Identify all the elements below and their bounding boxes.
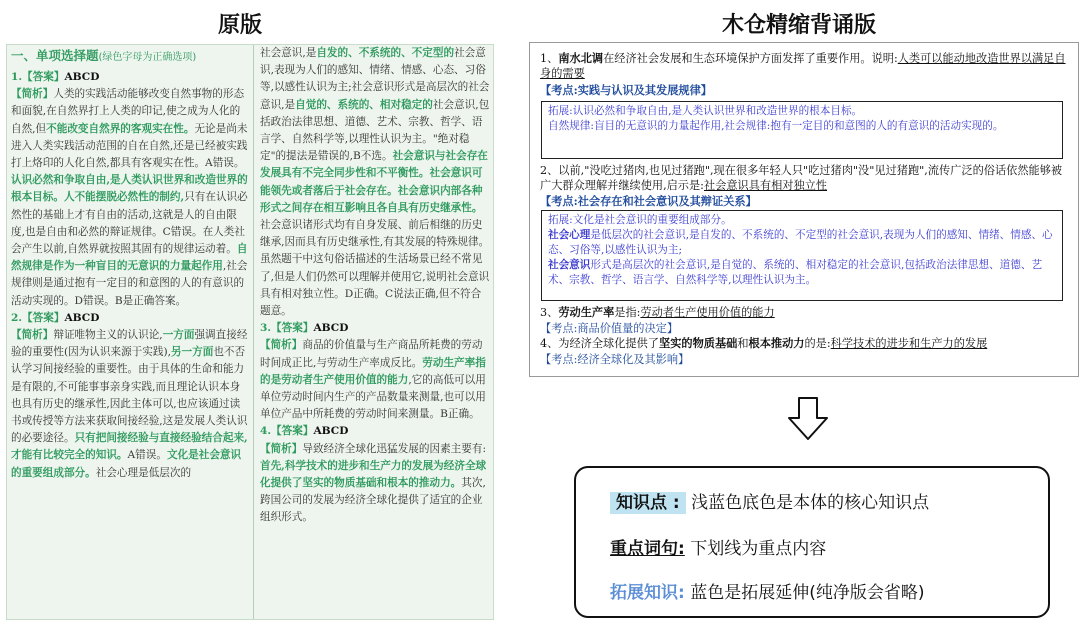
exam-point-4: 【考点:经济全球化及其影响】	[540, 353, 690, 366]
extension-box-2: 拓展:文化是社会意识的重要组成部分。 社会心理是低层次的社会意识,是自发的、不系统的、不定型的社会意识,表现为人们的感知、情绪、情感、心态、习俗等,以感性认识为主; 社会意识形式是高层次的社会意识,是自觉的、系统的、相对稳定的社会意识,包括政治法律思想、道德、艺术、宗教、哲学、语言学、自然科学等,以理性认识为主。	[541, 210, 1063, 301]
body-text: 强调直接经验的重要性(因为认识来源于实践),	[11, 329, 248, 359]
analysis-paragraph	[11, 86, 249, 310]
answer-value: ABCD	[313, 322, 349, 335]
legend-desc: 下划线为重点内容	[690, 539, 827, 559]
analysis-paragraph	[260, 45, 490, 320]
key-sentence: 科学技术的进步和生产力的发展	[830, 337, 988, 350]
legend-box	[574, 466, 1050, 618]
exam-point-1: 【考点:实践与认识及其发展规律】	[540, 83, 712, 97]
highlight-text: 自发的、不系统的、不定型的	[316, 47, 455, 59]
body-text: 社会意识,表现为人们的感知、情绪、情感、心态、习俗等,以感性认识为主;社会意识形式是高层次的社会意识,是	[260, 47, 490, 111]
analysis-tag: 【简析】	[260, 339, 303, 352]
answer-line	[260, 320, 490, 337]
body-text: 无论是尚未进入人类实践活动范围的自在自然,还是已经被实践打上烙印的人化自然,都具有客观实在性。A错误。	[11, 122, 248, 170]
original-scan-panel	[6, 44, 494, 620]
body-text: 人类的实践活动能够改变自然事物的形态和面貌,在自然界打上人类的印记,使之成为人化的自然,但	[11, 88, 245, 135]
body-text: A错误。	[127, 449, 167, 462]
down-arrow-icon	[786, 396, 830, 442]
question-1: 1、南水北调在经济社会发展和生态环境保护方面发挥了重要作用。说明:人类可以能动地改造世界以满足自身的需要	[540, 51, 1066, 80]
body-text: 社会意识,包括政治法律思想、道德、艺术、宗教、哲学、语言学、自然科学等,以理性认识为主。"绝对稳定"的提法是错误的,B不选。	[260, 98, 490, 163]
answer-value: ABCD	[64, 311, 100, 324]
condensed-panel	[529, 42, 1079, 377]
answer-label: 4.【答案】	[260, 425, 314, 438]
highlight-text: 自觉的、系统的、相对稳定的	[295, 98, 433, 111]
legend-key: 重点词句:	[610, 539, 685, 559]
highlight-text: 只有把间接经验与直接经验结合起来,才能有比较完全的知识。	[11, 432, 248, 462]
highlight-text: 一方面	[162, 329, 195, 342]
analysis-paragraph	[260, 337, 490, 423]
exam-point-3: 【考点:商品价值量的决定】	[540, 322, 679, 335]
answer-label: 3.【答案】	[260, 322, 314, 335]
body-text: ,它的高低可以用单位劳动时间内生产的产品数量来测量,也可以用单位产品中所耗费的劳动时间来测量。B正确。	[260, 373, 486, 421]
exam-point-2: 【考点:社会存在和社会意识及其辩证关系】	[540, 194, 757, 208]
answer-label: 1.【答案】	[11, 71, 65, 83]
section-subtitle: (绿色字母为正确选项)	[98, 52, 197, 63]
body-text: 只有在认识必然性的基础上才有自由的活动,这就是人的自由限度,也是自由和必然的辩证规律。C错误。在人类社会产生以前,自然界就按照其固有的规律运动着。	[11, 191, 248, 256]
body-text: 社会心理是低层次的	[95, 466, 192, 479]
question-3: 3、劳动生产率是指:劳动者生产使用价值的能力	[540, 305, 775, 319]
extension-box-1: 拓展:认识必然和争取自由,是人类认识世界和改造世界的根本目标。 自然规律:盲目的无意识的力量起作用,社会规律:抱有一定目的和意图的人的有意识的活动实现的。	[541, 101, 1063, 159]
highlight-text: 劳动生产率指的是劳动者生产使用价值的能力	[260, 356, 486, 386]
legend-key: 拓展知识:	[610, 583, 685, 603]
body-text: 商品的价值量与生产商品所耗费的劳动时间成正比,与劳动生产率成反比。	[260, 339, 483, 369]
answer-value: ABCD	[313, 425, 349, 438]
body-text: ,社会规律则是通过抱有一定目的和意图的人的有意识的活动实现的。D错误。B是正确答案。	[11, 260, 248, 307]
analysis-paragraph	[11, 327, 249, 482]
body-text: 其次,跨国公司的发展为经济全球化提供了适宜的企业组织形式。	[260, 477, 486, 524]
body-text: 也不否认学习间接经验的重要性。由于具体的生命和能力是有限的,不可能事事亲身实践,而且理论认识本身也具有历史的继承性,因此主体可以,也应该通过读书或传授等方法来获取间接经验,这是发展人类认识的必要途径。	[11, 346, 248, 445]
condensed-header: 木仓精缩背诵版	[722, 13, 877, 38]
original-column-b	[253, 45, 490, 619]
highlight-text: 自然规律是作为一种盲目的无意识的力量起作用	[11, 243, 248, 273]
legend-knowledge-point	[610, 488, 929, 513]
legend-desc: 蓝色是拓展延伸(纯净版会省略)	[690, 583, 925, 603]
highlight-text: 文化是社会意识的重要组成部分。	[11, 449, 242, 479]
legend-key: 知识点 :	[610, 492, 686, 514]
body-text: 辩证唯物主义的认识论,	[53, 329, 163, 342]
analysis-tag: 【简析】	[260, 442, 303, 455]
question-4: 4、为经济全球化提供了坚实的物质基础和根本推动力的是:科学技术的进步和生产力的发展	[540, 336, 988, 350]
legend-desc: 浅蓝色底色是本体的核心知识点	[691, 493, 930, 513]
highlight-text: 不能改变自然界的客观实在性。	[46, 122, 195, 135]
legend-extension	[610, 578, 924, 603]
highlight-text: 认识必然和争取自由,是人类认识世界和改造世界的根本目标。人不能摆脱必然性的制约,	[11, 174, 248, 204]
legend-key-sentence	[610, 534, 826, 559]
key-sentence: 人类可以能动地改造世界以满足自身的需要	[540, 52, 1066, 80]
original-column-a	[11, 45, 249, 619]
answer-line	[11, 69, 249, 86]
highlight-text: 另一方面	[170, 346, 214, 359]
highlight-text: 首先,科学技术的进步和生产力的发展为经济全球化提供了坚实的物质基础和根本的推动力。	[260, 459, 487, 490]
key-sentence: 社会意识具有相对独立性	[703, 179, 828, 192]
answer-line	[11, 310, 249, 327]
answer-label: 2.【答案】	[11, 311, 65, 324]
answer-value: ABCD	[64, 71, 100, 83]
analysis-tag: 【简析】	[11, 329, 54, 342]
original-header: 原版	[218, 13, 263, 38]
analysis-tag: 【简析】	[11, 88, 54, 101]
answer-line	[260, 423, 490, 440]
highlight-text: 社会意识与社会存在发展具有不完全同步性和不平衡性。社会意识可能领先或者落后于社会存在。社会意识内部各种形式之间存在相互影响且各自具有历史继承性。	[260, 150, 488, 214]
body-text: 社会意识,是	[260, 47, 317, 59]
key-sentence: 劳动者生产使用价值的能力	[640, 306, 775, 319]
body-text: 社会意识诸形式均有自身发展、前后相继的历史继承,因而具有历史继承性,有其发展的特殊规律。虽然题干中这句俗话描述的生活场景已经不常见了,但是人们仍然可以理解并使用它,说明社会意识具有相对独立性。D正确。C说法正确,但不符合题意。	[260, 219, 490, 318]
question-2: 2、以前,"没吃过猪肉,也见过猪跑",现在很多年轻人只"吃过猪肉"没"见过猪跑",流传广泛的俗话依然能够被广大群众理解并继续使用,启示是:社会意识具有相对独立性	[540, 164, 1063, 192]
body-text: 导致经济全球化迅猛发展的因素主要有:	[302, 442, 487, 455]
analysis-paragraph	[260, 441, 490, 527]
section-title: 一、单项选择题(绿色字母为正确选项)	[11, 48, 197, 63]
